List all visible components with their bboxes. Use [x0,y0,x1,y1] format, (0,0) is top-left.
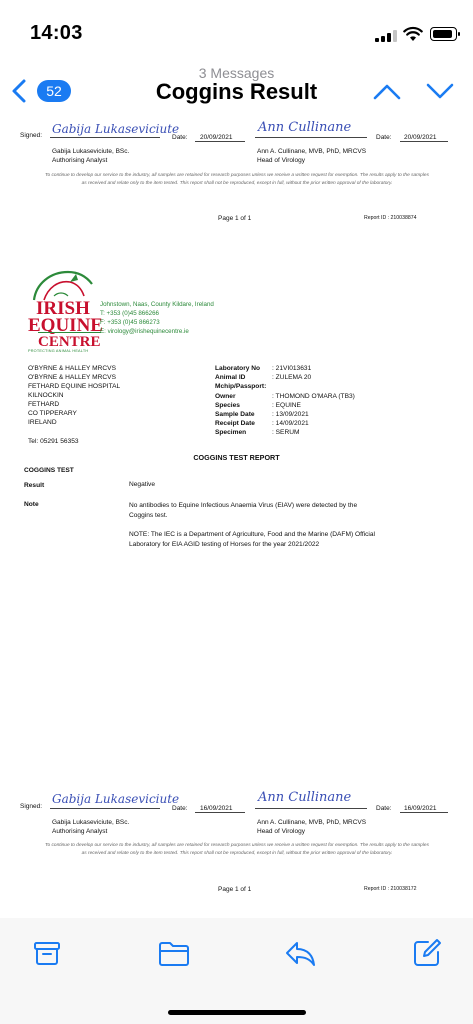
home-indicator[interactable] [168,1010,306,1015]
date-line [195,141,245,142]
recipient-line: CO TIPPERARY [28,410,77,417]
note-label: Note [24,501,39,508]
section-title: COGGINS TEST [24,467,74,474]
centre-email[interactable]: E: virology@irishequinecentre.ie [100,328,189,335]
cellular-signal-icon [375,30,397,42]
date-line [400,812,448,813]
lab-info-value: : THOMOND O'MARA (TB3) [272,393,355,400]
date-label: Date: [376,134,392,141]
page-number: Page 1 of 1 [218,886,252,893]
attachment-document[interactable] [0,118,473,918]
signatory-role-right: Head of Virology [257,157,305,164]
signature-left: Gabija Lukaseviciute [52,792,180,806]
report-id: Report ID : 210038172 [364,886,417,892]
result-value: Negative [129,481,156,488]
lab-info-label: Species [215,402,240,409]
next-message-chevron-down-icon[interactable] [426,82,454,100]
lab-info-value: : ZULEMA 20 [272,374,312,381]
lab-info-value: : EQUINE [272,402,301,409]
result-label: Result [24,482,45,489]
note-text: No antibodies to Equine Infectious Anaemia Virus (EIAV) were detected by the Coggins test. [129,502,358,519]
logo-line-irish: IRISH [36,298,90,319]
centre-phone[interactable]: T: +353 (0)45 866266 [100,310,159,317]
compose-icon[interactable] [412,938,442,968]
signatory-name-right: Ann A. Cullinane, MVB, PhD, MRCVS [257,148,367,155]
disclaimer-text: To continue to develop our service to the industry, all samples are retained for research purposes unless we receive a written request for exemption. The results apply to the samples as received and relate only to the item tested. This report shall not be reproduced, except in full, without the prior written approval of the laboratory. [45,843,429,856]
recipient-phone: Tel: 05291 56353 [28,438,79,445]
wifi-icon [403,26,423,42]
folder-icon[interactable] [158,938,190,968]
logo-line-centre: CENTRE [38,334,101,350]
date-line [400,141,448,142]
status-bar [0,0,473,58]
lab-info-value: : SERUM [272,429,300,436]
lab-info-label: Specimen [215,429,247,436]
signature-line [255,808,367,809]
email-subject-title: Coggins Result [155,79,318,104]
signed-label: Signed: [20,132,43,139]
page-number: Page 1 of 1 [218,215,252,222]
signatory-role-left: Authorising Analyst [52,157,108,164]
date-value: 20/09/2021 [404,134,437,141]
date-label: Date: [376,805,392,812]
dafm-note-text: NOTE: The IEC is a Department of Agriculture, Food and the Marine (DAFM) Official Laboratory for EIA AGID testing of Horses for the year 2021/2022 [129,531,376,548]
horse-logo-icon [30,266,95,302]
bottom-toolbar [0,918,473,1024]
recipient-line: FETHARD EQUINE HOSPITAL [28,383,121,390]
message-nav-bar [0,58,473,118]
signatory-name-right: Ann A. Cullinane, MVB, PhD, MRCVS [257,819,367,826]
logo-line-equine: EQUINE [28,315,103,336]
message-count: 3 Messages [198,65,275,81]
date-value: 20/09/2021 [200,134,233,141]
previous-message-chevron-up-icon[interactable] [373,82,401,100]
signature-line [50,137,160,138]
date-label: Date: [172,134,188,141]
status-time: 14:03 [30,22,83,44]
signature-right: Ann Cullinane [258,790,352,805]
unread-count-badge[interactable]: 52 [37,80,71,102]
recipient-line: FETHARD [28,401,60,408]
lab-info-label: Owner [215,393,236,400]
signature-left: Gabija Lukaseviciute [52,122,180,136]
signature-right: Ann Cullinane [258,120,352,135]
lab-info-label: Receipt Date [215,420,255,427]
recipient-line: IRELAND [28,419,57,426]
report-id: Report ID : 210038874 [364,215,417,221]
date-value: 16/09/2021 [200,805,233,812]
signature-line [50,808,160,809]
date-label: Date: [172,805,188,812]
lab-info-label: Mchip/Passport: [215,383,267,390]
lab-info-value: : 14/09/2021 [272,420,309,427]
reply-icon[interactable] [284,938,316,968]
signature-line [255,137,367,138]
disclaimer-text: To continue to develop our service to the industry, all samples are retained for research purposes unless we receive a written request for exemption. The results apply to the samples as received and relate only to the item tested. This report shall not be reproduced, except in full, without the prior written approval of the laboratory. [45,173,429,186]
archive-icon[interactable] [32,938,62,968]
battery-icon [430,27,457,41]
report-title: COGGINS TEST REPORT [193,453,280,462]
logo-tagline: PROTECTING ANIMAL HEALTH [28,349,89,353]
recipient-line: KILNOCKIN [28,392,64,399]
centre-fax: F: +353 (0)45 866273 [100,319,160,326]
lab-info-value: : 21VI013631 [272,365,312,372]
signatory-role-left: Authorising Analyst [52,828,108,835]
signed-label: Signed: [20,803,43,810]
signatory-name-left: Gabija Lukaseviciute, BSc. [52,819,130,826]
date-value: 16/09/2021 [404,805,437,812]
recipient-line: O'BYRNE & HALLEY MRCVS [28,365,116,372]
lab-info-label: Animal ID [215,374,246,381]
battery-level [433,30,453,38]
signatory-name-left: Gabija Lukaseviciute, BSc. [52,148,130,155]
lab-info-label: Laboratory No [215,365,261,372]
signatory-role-right: Head of Virology [257,828,305,835]
recipient-line: O'BYRNE & HALLEY MRCVS [28,374,116,381]
date-line [195,812,245,813]
centre-address: Johnstown, Naas, County Kildare, Ireland [100,301,214,308]
lab-info-label: Sample Date [215,411,255,418]
lab-info-value: : 13/09/2021 [272,411,309,418]
